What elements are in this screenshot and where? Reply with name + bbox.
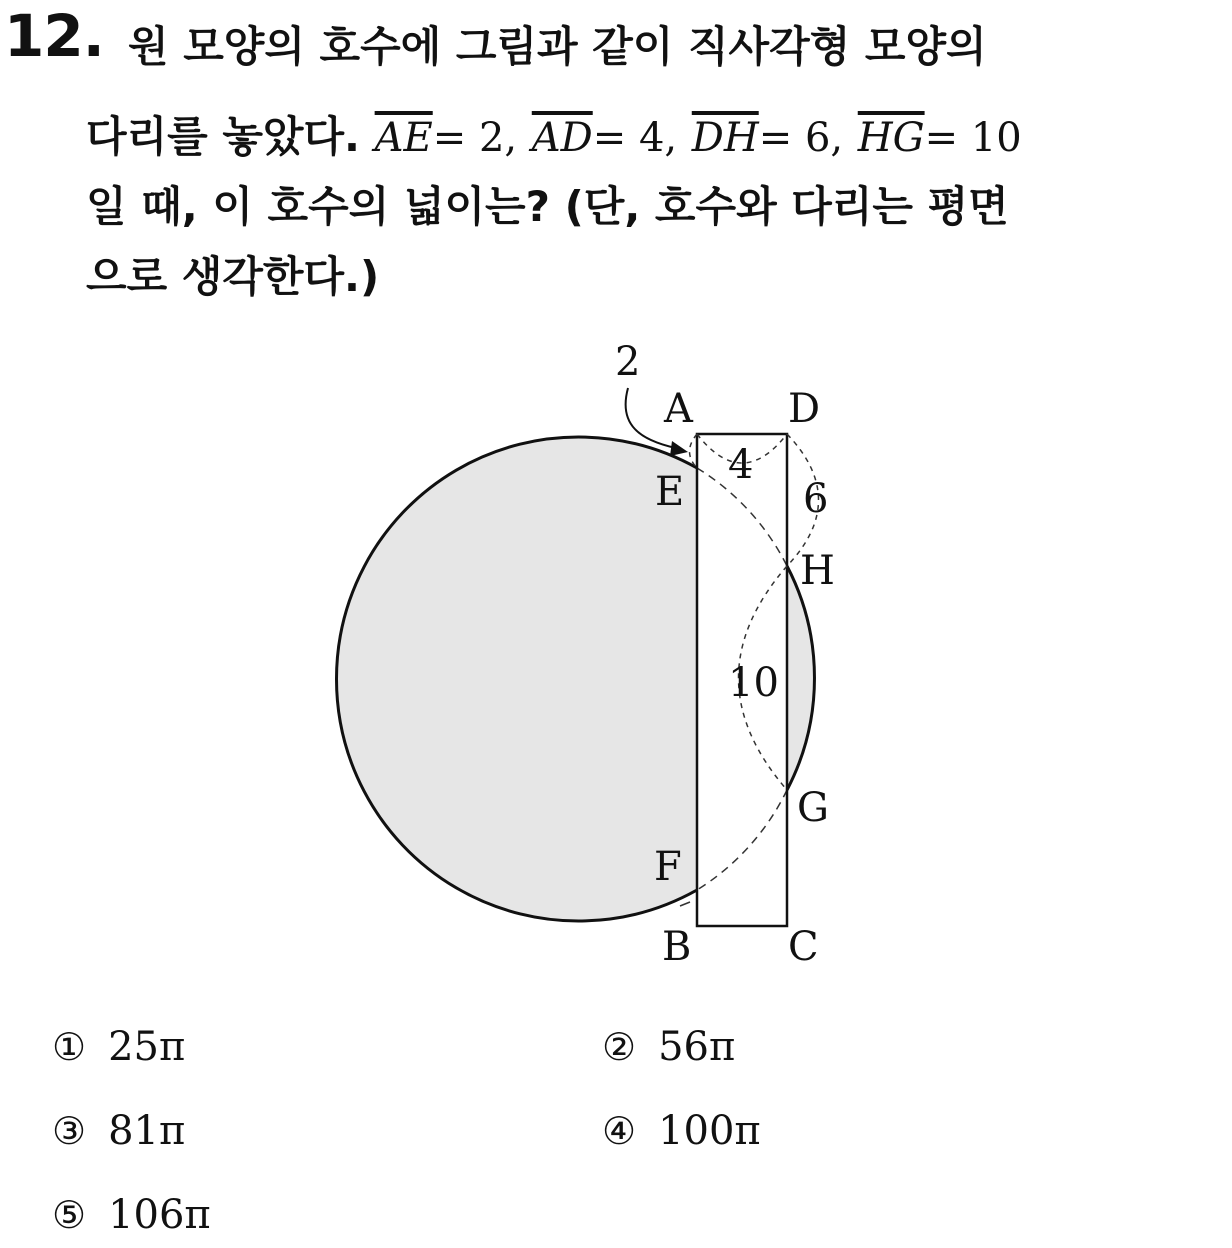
choice-1-mark: ① [52,1025,87,1069]
choice-5-mark: ⑤ [52,1193,87,1237]
choice-2-value: 56π [658,1024,736,1070]
label-point-g: G [797,785,829,831]
choice-2-mark: ② [602,1025,637,1069]
choice-1[interactable] [52,1024,185,1070]
choice-1-value: 25π [108,1024,186,1070]
question-line-2-prefix: 다리를 놓았다. [86,112,361,161]
choice-3[interactable] [52,1108,185,1154]
question-line-4: 으로 생각한다.) [86,252,380,301]
choice-5[interactable] [52,1192,211,1238]
label-ad-value: 4 [728,442,754,488]
label-dh-value: 6 [803,476,829,522]
label-point-c: C [788,924,819,970]
label-point-e: E [655,469,685,515]
choice-4[interactable] [602,1108,761,1154]
segment-dh-name: $\overline{DH}$ [691,115,759,161]
ae-pointer-arrowhead [670,441,688,456]
segment-hg-value: = 10 [924,115,1022,161]
label-point-a: A [664,386,693,432]
question-line-1: 원 모양의 호수에 그림과 같이 직사각형 모양의 [128,22,987,71]
segment-hg-name: $\overline{HG}$ [857,115,925,161]
choice-2[interactable] [602,1024,735,1070]
question-number: 12. [4,2,104,70]
tick-mark-f [680,902,690,906]
choice-3-value: 81π [108,1108,186,1154]
question-line-3: 일 때, 이 호수의 넓이는? (단, 호수와 다리는 평면 [86,182,1009,231]
label-ae-value: 2 [615,339,641,385]
choice-4-value: 100π [658,1108,761,1154]
label-point-b: B [662,924,692,970]
label-point-h: H [800,548,835,594]
segment-ae-name: $\overline{AE}$ [374,115,433,161]
label-point-d: D [788,386,821,432]
segment-dh-value: = 6, [758,115,844,161]
segment-ae-value: = 2, [432,115,518,161]
label-point-f: F [654,844,682,890]
choice-3-mark: ③ [52,1109,87,1153]
choice-5-value: 106π [108,1192,211,1238]
segment-ad-name: $\overline{AD}$ [531,115,593,161]
label-hg-value: 10 [728,660,779,706]
choice-4-mark: ④ [602,1109,637,1153]
segment-ad-value: = 4, [592,115,678,161]
lake-left-region [336,437,697,921]
